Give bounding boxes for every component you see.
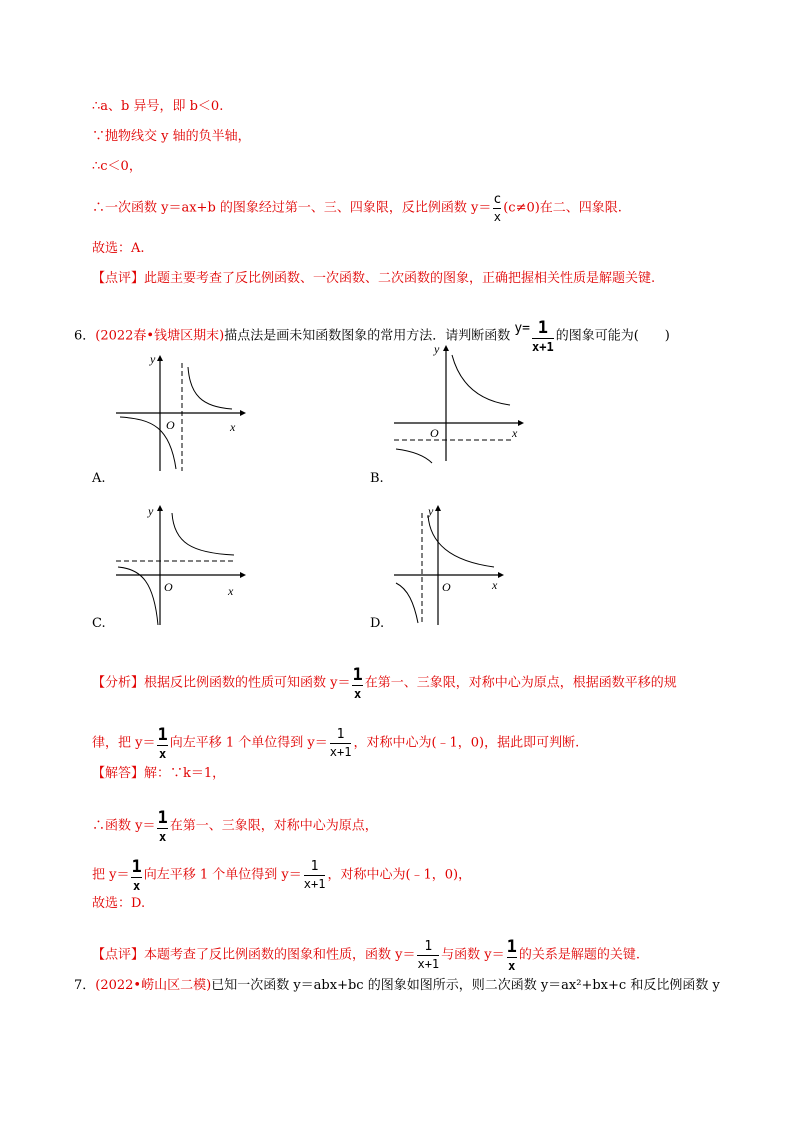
stem-text: 已知一次函数 y＝abx+bc 的图象如图所示，则二次函数 y＝ax²+bx+c 和反比例函数 y <box>211 978 720 993</box>
x-axis-label: x <box>230 420 236 434</box>
fraction-numerator: 1 <box>157 725 168 745</box>
question-7-stem <box>74 977 720 995</box>
function-y-label: y= <box>514 320 530 336</box>
fraction-1-over-x-plus-1 <box>304 859 326 891</box>
fraction-numerator: 1 <box>157 808 168 828</box>
option-a-label: A. <box>92 471 106 486</box>
x-axis-label: x <box>512 426 518 440</box>
solution-line-3: ∴c＜0， <box>92 159 142 174</box>
question-source: (2022•崂山区二模) <box>95 978 212 993</box>
fraction-denominator: x <box>158 830 167 844</box>
graph-option-d <box>390 503 530 628</box>
solution-answer: 故选：D. <box>92 896 146 911</box>
graph-option-c <box>112 503 252 628</box>
solution-text-mid: 向左平移 1 个单位得到 y＝ <box>143 867 302 883</box>
fraction-numerator: 1 <box>424 939 433 954</box>
fraction-numerator: 1 <box>336 727 345 742</box>
y-axis-label: y <box>428 504 434 518</box>
y-axis-label: y <box>148 504 154 518</box>
option-c-label: C. <box>92 616 106 631</box>
analysis-text: 【分析】根据反比例函数的性质可知函数 y＝ <box>92 675 351 691</box>
option-b-label: B. <box>370 471 384 486</box>
question-6-stem <box>74 318 670 354</box>
stem-text-post: 的图象可能为( ) <box>555 328 670 344</box>
solution-text: ∴函数 y＝ <box>92 818 156 834</box>
fraction-numerator: c <box>493 192 502 207</box>
solution-line-1: ∴a、b 异号，即 b＜0. <box>92 99 224 114</box>
fraction-numerator: 1 <box>131 857 142 877</box>
fraction-denominator: x+1 <box>303 877 326 891</box>
comment-text-post: 的关系是解题的关键. <box>518 947 641 963</box>
solution-line-2 <box>92 808 378 844</box>
function-fraction <box>532 318 554 354</box>
fraction-1-over-x <box>507 937 517 973</box>
fraction-denominator: x+1 <box>417 957 440 971</box>
comment-text-mid: 与函数 y＝ <box>441 947 505 963</box>
origin-label: O <box>442 580 451 594</box>
solution-line-2: ∵抛物线交 y 轴的负半轴， <box>92 129 251 144</box>
y-axis-label: y <box>150 355 156 366</box>
fraction-numerator: 1 <box>352 665 363 685</box>
origin-label: O <box>166 418 175 432</box>
option-d-label: D. <box>370 616 385 631</box>
analysis-text-post: ，对称中心为(﹣1，0)，据此即可判断. <box>353 735 580 751</box>
origin-label: O <box>164 580 173 594</box>
fraction-numerator: 1 <box>310 859 319 874</box>
fraction-1-over-x <box>157 808 167 844</box>
question-source: (2022春•钱塘区期末) <box>95 328 225 344</box>
fraction-numerator: 1 <box>537 318 548 338</box>
solution-line-4-pre: ∴一次函数 y＝ax+b 的图象经过第一、三、四象限，反比例函数 y＝ <box>92 200 492 216</box>
fraction-denominator: x <box>508 959 516 973</box>
fraction-1-over-x <box>131 857 141 893</box>
solution-answer: 故选：A. <box>92 241 145 256</box>
fraction-denominator: x <box>353 687 362 701</box>
fraction-1-over-x-plus-1 <box>417 939 439 971</box>
comment-text: 【点评】本题考查了反比例函数的图象和性质，函数 y＝ <box>92 947 416 963</box>
fraction-1-over-x <box>352 665 362 701</box>
solution-text-post: 在第一、三象限，对称中心为原点， <box>169 818 378 834</box>
analysis-text-post: 在第一、三象限，对称中心为原点，根据函数平移的规 <box>364 675 677 691</box>
fraction-1-over-x-plus-1 <box>330 727 352 759</box>
solution-head: 【解答】解：∵k＝1， <box>92 766 226 781</box>
solution-comment: 【点评】此题主要考查了反比例函数、一次函数、二次函数的图象，正确把握相关性质是解题关键. <box>92 271 656 286</box>
comment-line <box>92 937 640 973</box>
analysis-line-1 <box>92 665 677 701</box>
solution-text-post: ，对称中心为(﹣1，0)， <box>327 867 472 883</box>
question-number: 6． <box>74 328 96 344</box>
fraction-c-over-x <box>493 192 501 224</box>
x-axis-label: x <box>492 578 498 592</box>
analysis-text-mid: 向左平移 1 个单位得到 y＝ <box>169 735 328 751</box>
fraction-1-over-x <box>157 725 167 761</box>
fraction-denominator: x <box>132 879 141 893</box>
y-axis-label: y <box>434 345 440 356</box>
fraction-denominator: x+1 <box>532 340 554 354</box>
question-number: 7． <box>74 978 96 993</box>
solution-line-4-post: (c≠0)在二、四象限. <box>503 200 622 216</box>
fraction-denominator: x+1 <box>329 745 352 759</box>
solution-line-4 <box>92 192 622 224</box>
graph-option-b <box>390 345 530 465</box>
solution-line-3 <box>92 857 471 893</box>
analysis-text: 律，把 y＝ <box>92 735 156 751</box>
solution-text: 把 y＝ <box>92 867 130 883</box>
fraction-denominator: x <box>158 747 167 761</box>
fraction-numerator: 1 <box>506 937 517 957</box>
analysis-line-2 <box>92 725 579 761</box>
x-axis-label: x <box>228 584 234 598</box>
origin-label: O <box>430 426 439 440</box>
stem-text: 描点法是画未知函数图象的常用方法．请判断函数 <box>224 328 511 344</box>
fraction-denominator: x <box>493 210 501 224</box>
graph-option-a <box>112 355 252 475</box>
